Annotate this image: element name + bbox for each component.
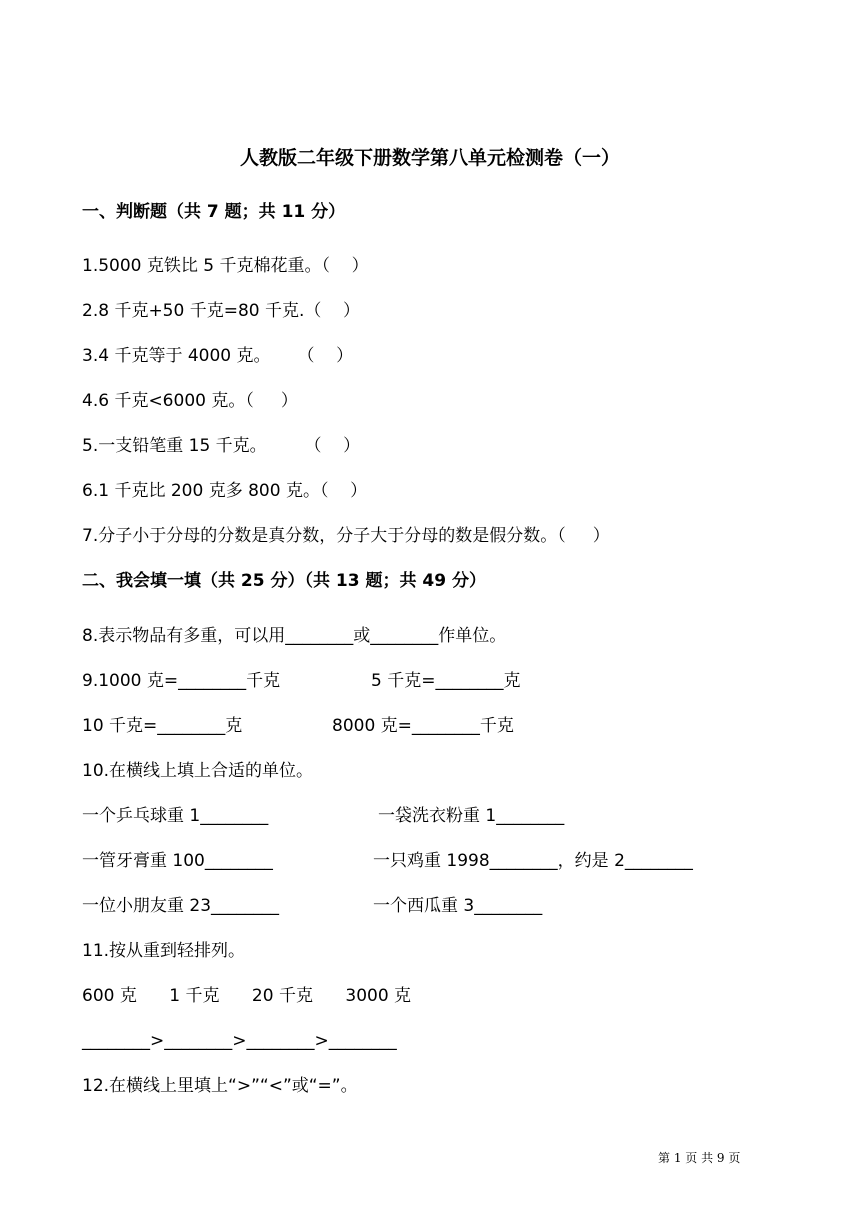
page-title: 人教版二年级下册数学第八单元检测卷（一） (239, 147, 620, 169)
question-12: 12.在横线上里填上“>”“<”或“=”。 (82, 1076, 358, 1096)
question-9-part-d: 8000 克=________千克 (332, 716, 514, 736)
question-10-item-5: 一位小朋友重 23________ (82, 896, 280, 916)
question-10: 10.在横线上填上合适的单位。 (82, 761, 314, 781)
page-footer: 第 1 页 共 9 页 (658, 1151, 741, 1165)
question-3: 3.4 千克等于 4000 克。 （ ） (82, 346, 354, 366)
question-6: 6.1 千克比 200 克多 800 克。（ ） (82, 481, 368, 501)
question-10-item-3: 一管牙膏重 100________ (82, 851, 273, 871)
question-1: 1.5000 克铁比 5 千克棉花重。（ ） (82, 256, 369, 276)
question-10-item-1: 一个乒乓球重 1________ (82, 806, 269, 826)
question-8: 8.表示物品有多重，可以用________或________作单位。 (82, 626, 507, 646)
section-heading-fill-in: 二、我会填一填（共 25 分）（共 13 题；共 49 分） (82, 571, 486, 591)
question-7: 7.分子小于分母的分数是真分数，分子大于分母的数是假分数。（ ） (82, 526, 610, 546)
question-2: 2.8 千克+50 千克=80 千克.（ ） (82, 301, 361, 321)
question-4: 4.6 千克<6000 克。（ ） (82, 391, 298, 411)
question-11: 11.按从重到轻排列。 (82, 941, 246, 961)
question-10-item-4: 一只鸡重 1998________，约是 2________ (373, 851, 693, 871)
question-5: 5.一支铅笔重 15 千克。 （ ） (82, 436, 361, 456)
question-9-part-b: 5 千克=________克 (371, 671, 521, 691)
question-11-answer-blanks: ________>________>________>________ (82, 1031, 397, 1051)
question-9-part-c: 10 千克=________克 (82, 716, 243, 736)
question-11-items: 600 克 1 千克 20 千克 3000 克 (82, 986, 412, 1006)
section-heading-judgement: 一、判断题（共 7 题；共 11 分） (82, 202, 346, 222)
question-10-item-2: 一袋洗衣粉重 1________ (378, 806, 565, 826)
question-10-item-6: 一个西瓜重 3________ (373, 896, 543, 916)
question-9-part-a: 9.1000 克=________千克 (82, 671, 281, 691)
